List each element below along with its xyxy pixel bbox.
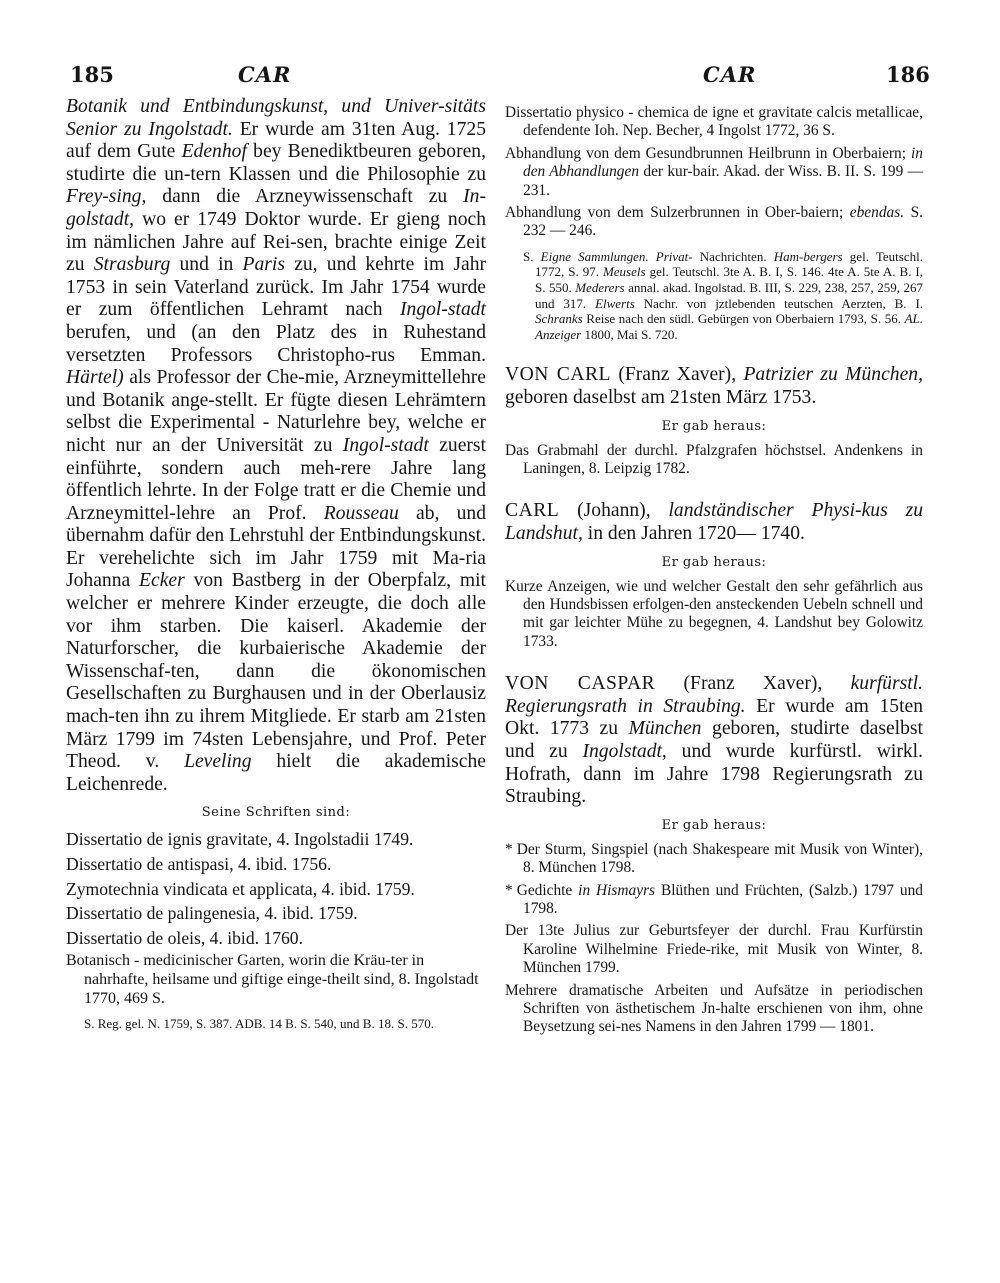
- works-heading: Er gab heraus:: [661, 418, 767, 434]
- person-bio: und wurde kurfürstl. wirkl. Hofrath, dann im Jahre 1798 Regierungsrath zu Straubing.: [505, 741, 923, 808]
- ref-text: Reise nach den südl. Gebürgen von Oberbaiern 1793, S. 56.: [586, 311, 901, 327]
- right-column: [505, 104, 923, 1041]
- asterisk-marker: *: [505, 840, 513, 858]
- biography-paragraph: [66, 96, 486, 796]
- bio-text: von Bastberg in der Oberpfalz, mit welcher er mehrere Kinder erzeugte, die doch alle vor ihm starben. Die kaiserl. Akademie der Naturforscher, die kurbaierische Akademie der Wissenschaf-ten, dann die ökonomischen Gesellschaften zu Burghausen und in der Oberlausiz mach-ten ihn zu ihrem Mitgliede. Er starb am 21sten März 1799 im 74sten Lebensjahre, und Prof. Peter Theod. v.: [66, 570, 486, 773]
- bio-text: und in: [179, 254, 234, 276]
- work-entry: Kurze Anzeigen, wie und welcher Gestalt den sehr gefährlich aus den Hundsbissen erfolgen-den ansteckenden Uebeln schnell und mit gar leichter Mühe zu begegnen, 4. Landshut bey Golowitz 1733.: [505, 577, 923, 650]
- left-column: [66, 96, 486, 1032]
- ref-source: Elwerts: [595, 295, 635, 311]
- work-text: Blüthen und Früchten, (Salzb.) 1797 und 1798.: [523, 881, 923, 917]
- work-entry: Dissertatio de antispasi, 4. ibid. 1756.: [66, 854, 332, 874]
- work-text: der kur-bair. Akad. der Wiss. B. II. S. 199 — 231.: [523, 163, 923, 199]
- person-bio: Er wurde am 15ten Okt. 1773 zu: [505, 695, 924, 740]
- bio-place: Strasburg: [93, 254, 171, 276]
- ref-source: Eigne Sammlungen. Privat: [540, 248, 689, 264]
- work-entry: [505, 145, 923, 200]
- references-note: [505, 249, 923, 343]
- work-entry: Zymotechnia vindicata et applicata, 4. ibid. 1759.: [66, 878, 415, 899]
- work-text: S. 232 — 246.: [523, 204, 923, 240]
- works-list: [66, 828, 486, 1008]
- person-name: CARL: [505, 500, 560, 522]
- asterisk-marker: *: [505, 881, 513, 899]
- work-entry: [505, 204, 923, 241]
- bio-text: Er wurde am 31ten Aug. 1725 auf dem Gute: [66, 118, 486, 163]
- work-entry: Mehrere dramatische Arbeiten und Aufsätze in periodischen Schriften von ästhetischem Jn-halte erschienen von ihm, ohne Beysetzung sei-nes Namens in den Jahren 1799 — 1801.: [505, 981, 923, 1036]
- ref-text: gel. Teutschl. 1772, S. 97.: [535, 248, 923, 280]
- bio-person: Rousseau: [323, 502, 399, 524]
- work-entry: Der 13te Julius zur Geburtsfeyer der durchl. Frau Kurfürstin Karoline Wilhelmine Friede-rike, mit Musik von Winter, 8. München 1799.: [505, 922, 923, 977]
- person-given-name: (Johann),: [577, 500, 651, 522]
- bio-text: ab, und übernahm dafür den Lehrstuhl der Entbindungskunst. Er verehelichte sich im Jahr 1759 mit Ma-ria Johanna: [66, 502, 486, 592]
- ref-text: S.: [523, 248, 534, 264]
- ref-source: AL. Anzeiger: [535, 311, 924, 342]
- work-entry: [505, 841, 923, 878]
- work-source: in den Abhandlungen: [523, 144, 923, 181]
- works-heading: Er gab heraus:: [661, 817, 767, 833]
- bio-text: bey Benediktbeuren geboren, studirte die un-tern Klassen und die Philosophie zu: [66, 141, 486, 185]
- person-given-name: (Franz Xaver),: [618, 364, 737, 386]
- bio-text: zu, und kehrte im Jahr 1753 in sein Vaterland zurück. Im Jahr 1754 wurde er zum öffentlichen Lehramt nach: [66, 254, 487, 321]
- ref-text: Nachr. von jztlebenden teutschen Aerzten, B. I.: [643, 295, 924, 311]
- person-title: kurfürstl. Regierungsrath in Straubing.: [505, 673, 924, 717]
- bio-person: Härtel): [66, 367, 124, 389]
- person-bio: geboren, studirte daselbst und zu: [505, 718, 923, 762]
- left-page-number: 185: [70, 62, 114, 87]
- person-entry-carl-johann: [505, 500, 923, 545]
- person-bio: geboren daselbst am 21sten März 1753.: [505, 387, 817, 408]
- ref-text: annal. akad. Ingolstad. B. III, S. 229, 238, 257, 259, 267 und 317.: [535, 280, 924, 311]
- person-place: Ingolstadt,: [582, 741, 667, 762]
- person-name: VON CARL: [505, 364, 612, 386]
- bio-place: Ingol-stadt: [342, 434, 429, 456]
- references-note: S. Reg. gel. N. 1759, S. 387. ADB. 14 B. S. 540, und B. 18. S. 570.: [84, 1016, 434, 1032]
- person-entry-carl-franz-xaver: [505, 364, 923, 409]
- bio-place: Ingol-stadt: [400, 299, 486, 321]
- bio-text: Botanik und Entbindungskunst, und Univer-sitäts Senior zu Ingolstadt.: [66, 96, 486, 140]
- work-text: Abhandlung von dem Sulzerbrunnen in Ober-baiern;: [505, 204, 844, 222]
- right-running-title: CAR: [703, 62, 757, 87]
- bio-text: berufen, und (an den Platz des in Ruhestand versetzten Professors Christopho-rus Emman.: [66, 321, 486, 366]
- bio-person: Leveling: [184, 751, 252, 773]
- bio-text: zuerst einführte, sondern auch meh-rere Jahre lang öffentlich lehrte. In der Folge tratt er die Chemie und Arzneymittel-lehre an Prof.: [66, 434, 486, 524]
- bio-person: Ecker: [139, 570, 185, 592]
- person-bio: in den Jahren 1720— 1740.: [587, 523, 805, 544]
- ref-text: gel. Teutschl. 3te A. B. I, S. 146. 4te A. 5te A. B. I, S. 550.: [535, 264, 924, 296]
- work-entry: Dissertatio physico - chemica de igne et gravitate calcis metallicae, defendente Ioh. Nep. Becher, 4 Ingolst 1772, 36 S.: [505, 104, 923, 140]
- ref-text: - Nachrichten.: [688, 248, 767, 264]
- works-heading: Seine Schriften sind:: [201, 805, 351, 821]
- work-entry: Dissertatio de oleis, 4. ibid. 1760.: [66, 927, 304, 948]
- work-entry: Das Grabmahl der durchl. Pfalzgrafen höchstsel. Andenkens in Laningen, 8. Leipzig 1782.: [505, 441, 923, 477]
- person-title: Patrizier zu München,: [743, 364, 923, 386]
- work-entry: Dissertatio de ignis gravitate, 4. Ingolstadii 1749.: [66, 829, 414, 850]
- bio-text: wo er 1749 Doktor wurde. Er gieng noch im nämlichen Jahre auf Rei-sen, brachte einige Zeit zu: [66, 208, 486, 276]
- ref-text: 1800, Mai S. 720.: [584, 326, 678, 342]
- person-title: landständischer Physi-kus zu Landshut,: [505, 500, 923, 544]
- works-heading: Er gab heraus:: [661, 554, 767, 570]
- ref-source: Ham-bergers: [773, 248, 843, 264]
- ref-source: Meusels: [602, 264, 646, 280]
- ref-source: Mederers: [575, 280, 625, 296]
- work-text: Gedichte: [516, 881, 573, 899]
- work-text: Abhandlung von dem Gesundbrunnen Heilbrunn in Oberbaiern;: [505, 144, 906, 162]
- left-running-title: CAR: [238, 62, 292, 87]
- bio-place: Frey-sing,: [66, 186, 147, 208]
- work-text: Der Sturm, Singspiel (nach Shakespeare mit Musik von Winter), 8. München 1798.: [516, 840, 923, 877]
- person-name: VON CASPAR: [505, 673, 656, 695]
- ref-source: Schranks: [535, 311, 583, 327]
- work-source: ebendas.: [849, 204, 905, 222]
- bio-place: In-golstadt,: [66, 186, 487, 230]
- work-entry: Dissertatio de palingenesia, 4. ibid. 1759.: [66, 903, 358, 924]
- right-page-number: 186: [886, 62, 930, 87]
- work-entry: [505, 882, 923, 919]
- bio-text: hielt die akademische Leichenrede.: [66, 751, 486, 795]
- bio-text: dann die Arzneywissenschaft zu: [162, 186, 448, 208]
- person-entry-caspar: [505, 673, 923, 809]
- person-place: München: [628, 718, 702, 740]
- bio-place: Edenhof: [181, 141, 247, 163]
- work-source: in Hismayrs: [578, 881, 656, 899]
- person-given-name: (Franz Xaver),: [683, 673, 823, 695]
- bio-place: Paris: [242, 254, 285, 276]
- bio-text: als Professor der Che-mie, Arzneymittellehre und Botanik ange-stellt. Er fügte diesen Lehrämtern selbst die Experimental - Naturlehre bey, welche er nicht nur an der Universität zu: [66, 367, 486, 456]
- work-entry: Botanisch - medicinischer Garten, worin die Kräu-ter in nahrhafte, heilsame und giftige einge-theilt sind, 8. Ingolstadt 1770, 469 S.: [66, 952, 479, 1008]
